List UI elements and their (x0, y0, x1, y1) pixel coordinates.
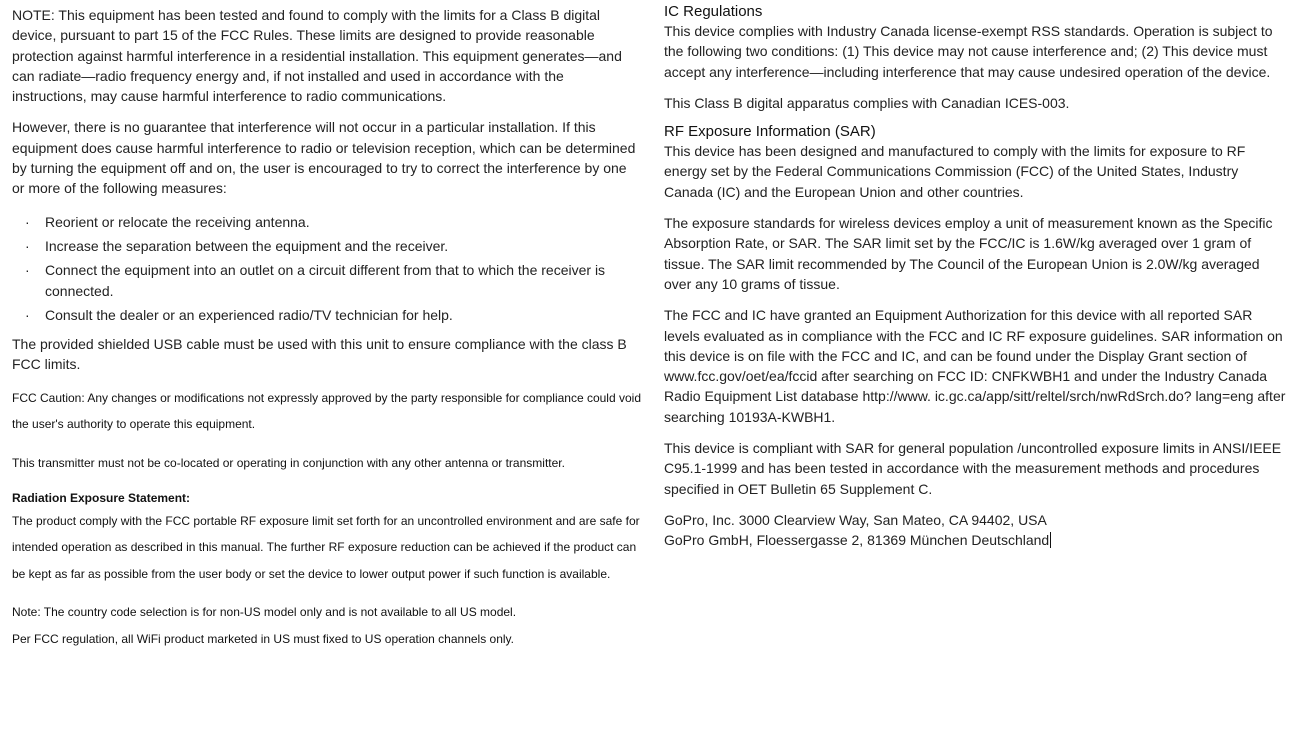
ic-body-paragraph: This device complies with Industry Canada license-exempt RSS standards. Operation is subject to the following two conditions: (1) This device may not cause interference and; (2) This device must accept any interference—including interference that may cause undesired operation of the device. (664, 23, 1273, 80)
authorization-paragraph: The FCC and IC have granted an Equipment Authorization for this device with all reported SAR levels evaluated as in compliance with the FCC and IC RF exposure guidelines. SAR information on this device is on file with the FCC and IC, and can be found under the Display Grant section of www.fcc.gov/oet/ea/fccid after searching on FCC ID: CNFKWBH1 and under the Industry Canada Radio Equipment List database http://www. ic.gc.ca/app/sitt/reltel/srch/nwRdSrch.do? lang=eng after searching 10193A-KWBH1. (664, 307, 1286, 425)
no-guarantee-paragraph: However, there is no guarantee that interference will not occur in a particular installation. If this equipment does cause harmful interference to radio or television reception, which can be determined by turning the equipment off and on, the user is encouraged to try to correct the interference by one or more of the following measures: (12, 119, 636, 197)
country-code-line-2: Per FCC regulation, all WiFi product marketed in US must fixed to US operation channels only. (12, 631, 514, 646)
ic-regulations-heading: IC Regulations (664, 3, 763, 20)
caution-block (12, 385, 652, 652)
fcc-caution-paragraph: FCC Caution: Any changes or modifications not expressly approved by the party responsible for compliance could void the user's authority to operate this equipment. (12, 390, 641, 432)
ic-block (664, 0, 1290, 551)
country-code-line-1: Note: The country code selection is for non-US model only and is not available to all US model. (12, 605, 517, 620)
measure-text: Increase the separation between the equipment and the receiver. (45, 237, 449, 254)
fcc-intro-paragraph: NOTE: This equipment has been tested and found to comply with the limits for a Class B digital device, pursuant to part 15 of the FCC Rules. These limits are designed to provide reasonable protection against harmful interference in a residential installation. This equipment generates—and can radiate—radio frequency energy and, if not installed and used in accordance with the instructions, may cause harmful interference to radio communications. (12, 7, 622, 105)
fcc-left-block (12, 0, 642, 375)
radiation-body-paragraph: The product comply with the FCC portable RF exposure limit set forth for an uncontrolled environment and are safe for intended operation as described in this manual. The further RF exposure reduction can be achieved if the product can be kept as far as possible from the user body or set the device to lower output power if such function is available. (12, 513, 640, 581)
rf-body-paragraph: This device has been designed and manufactured to comply with the limits for exposure to RF energy set by the Federal Communications Commission (FCC) of the United States, Industry Canada (IC) and the European Union and other countries. (664, 143, 1246, 200)
measure-text: Reorient or relocate the receiving antenna. (45, 213, 310, 230)
bullet-icon: · (25, 237, 30, 254)
measure-text: Connect the equipment into an outlet on a circuit different from that to which the receiver is connected. (45, 262, 606, 299)
list-item (12, 305, 642, 325)
right-column (664, 0, 1290, 551)
list-item (12, 260, 642, 301)
text-cursor (1050, 532, 1051, 548)
left-column (12, 0, 642, 652)
measures-list (12, 212, 642, 325)
list-item (12, 212, 642, 232)
sar-standards-paragraph: The exposure standards for wireless devices employ a unit of measurement known as the Specific Absorption Rate, or SAR. The SAR limit set by the FCC/IC is 1.6W/kg averaged over 1 gram of tissue. The SAR limit recommended by The Council of the European Union is 2.0W/kg averaged over any 10 grams of tissue. (664, 215, 1273, 292)
measure-text: Consult the dealer or an experienced radio/TV technician for help. (45, 306, 453, 323)
list-item (12, 236, 642, 256)
address-us: GoPro, Inc. 3000 Clearview Way, San Mateo, CA 94402, USA (664, 511, 1047, 528)
address-de: GoPro GmbH, Floessergasse 2, 81369 München Deutschland (664, 532, 1050, 549)
bullet-icon: · (25, 213, 30, 230)
bullet-icon: · (25, 306, 30, 323)
bullet-icon: · (25, 262, 30, 279)
compliant-paragraph: This device is compliant with SAR for general population /uncontrolled exposure limits in ANSI/IEEE C95.1-1999 and has been tested in accordance with the measurement methods and procedures specified in OET Bulletin 65 Supplement C. (664, 440, 1282, 497)
rf-exposure-heading: RF Exposure Information (SAR) (664, 123, 876, 141)
usb-cable-paragraph: The provided shielded USB cable must be used with this unit to ensure compliance with the class B FCC limits. (12, 336, 627, 373)
radiation-heading: Radiation Exposure Statement: (12, 490, 191, 505)
ices-paragraph: This Class B digital apparatus complies with Canadian ICES-003. (664, 94, 1070, 111)
address-de-line (664, 530, 1290, 550)
co-location-paragraph: This transmitter must not be co-located or operating in conjunction with any other antenna or transmitter. (12, 455, 565, 470)
